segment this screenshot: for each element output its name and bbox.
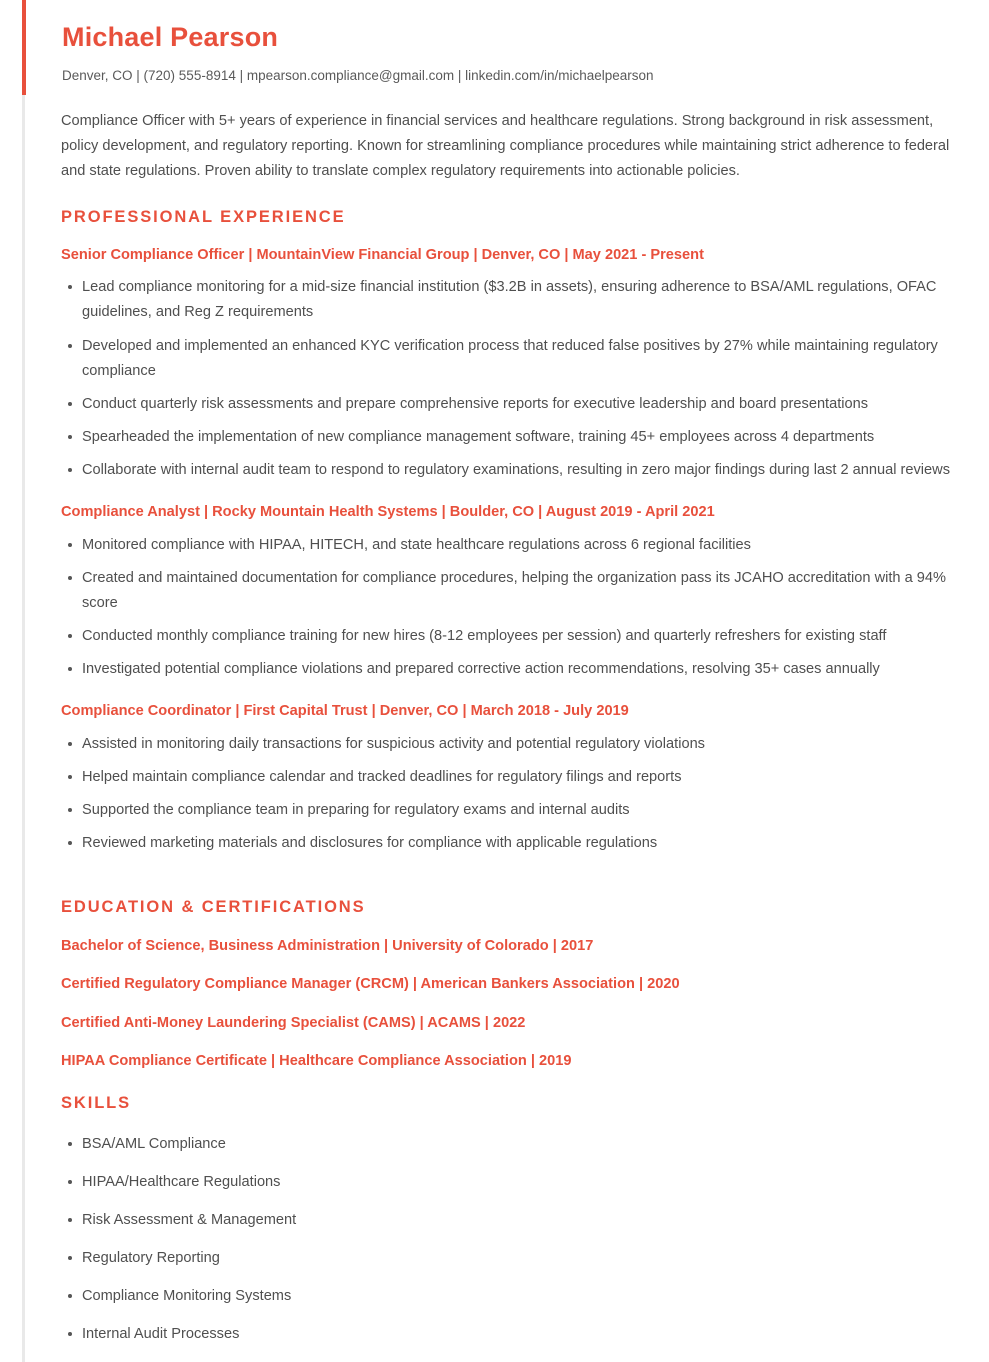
job-heading: Compliance Coordinator | First Capital Trust | Denver, CO | March 2018 - July 2019 <box>61 703 629 720</box>
section-title-experience: PROFESSIONAL EXPERIENCE <box>61 207 346 226</box>
job-bullet: Lead compliance monitoring for a mid-size financial institution ($3.2B in assets), ensuring adherence to BSA/AML regulations, OFAC guidelines, and Reg Z requirements <box>61 275 965 325</box>
experience-entry <box>61 246 965 483</box>
job-bullet: Helped maintain compliance calendar and tracked deadlines for regulatory filings and reports <box>61 765 965 790</box>
candidate-name: Michael Pearson <box>62 22 279 52</box>
section-title-skills: SKILLS <box>61 1093 132 1112</box>
experience-section <box>22 188 989 878</box>
skill-item: Regulatory Reporting <box>61 1246 965 1271</box>
job-bullet: Reviewed marketing materials and disclosures for compliance with applicable regulations <box>61 831 965 856</box>
skills-section <box>22 1074 989 1362</box>
summary-text: Compliance Officer with 5+ years of experience in financial services and healthcare regulations. Strong background in risk assessment, policy development, and regulatory reporting. Known for streamlining compliance procedures while maintaining strict adherence to federal and state regulations. Proven ability to translate complex regulatory requirements into actionable policies. <box>61 112 950 179</box>
job-bullet: Created and maintained documentation for compliance procedures, helping the organization pass its JCAHO accreditation with a 94% score <box>61 566 965 616</box>
education-entry: Bachelor of Science, Business Administration | University of Colorado | 2017 <box>61 938 594 955</box>
job-bullet-list <box>61 732 965 856</box>
job-bullet: Investigated potential compliance violations and prepared corrective action recommendations, resolving 35+ cases annually <box>61 657 965 682</box>
skill-item: HIPAA/Healthcare Regulations <box>61 1170 965 1195</box>
job-bullet: Assisted in monitoring daily transactions for suspicious activity and potential regulatory violations <box>61 732 965 757</box>
job-bullet: Conduct quarterly risk assessments and prepare comprehensive reports for executive leadership and board presentations <box>61 392 965 417</box>
skill-item: Risk Assessment & Management <box>61 1208 965 1233</box>
experience-entry <box>61 503 965 682</box>
job-heading: Compliance Analyst | Rocky Mountain Health Systems | Boulder, CO | August 2019 - April 2021 <box>61 504 715 521</box>
section-title-education: EDUCATION & CERTIFICATIONS <box>61 898 366 917</box>
summary-section <box>22 95 989 188</box>
job-heading: Senior Compliance Officer | MountainView Financial Group | Denver, CO | May 2021 - Present <box>61 246 704 263</box>
education-entry: HIPAA Compliance Certificate | Healthcare Compliance Association | 2019 <box>61 1053 572 1070</box>
education-section <box>22 878 989 1073</box>
job-bullet: Collaborate with internal audit team to respond to regulatory examinations, resulting in zero major findings during last 2 annual reviews <box>61 458 965 483</box>
skill-item: Compliance Monitoring Systems <box>61 1284 965 1309</box>
contact-line: Denver, CO | (720) 555-8914 | mpearson.compliance@gmail.com | linkedin.com/in/michaelpearson <box>62 68 654 84</box>
resume-header <box>22 0 989 95</box>
skill-item: Internal Audit Processes <box>61 1322 965 1347</box>
education-entry: Certified Anti-Money Laundering Specialist (CAMS) | ACAMS | 2022 <box>61 1014 526 1031</box>
skill-item: BSA/AML Compliance <box>61 1132 965 1157</box>
job-bullet: Supported the compliance team in preparing for regulatory exams and internal audits <box>61 798 965 823</box>
job-bullet: Spearheaded the implementation of new compliance management software, training 45+ employees across 4 departments <box>61 425 965 450</box>
experience-entry <box>61 702 965 856</box>
skills-list <box>61 1132 965 1348</box>
job-bullet: Monitored compliance with HIPAA, HITECH, and state healthcare regulations across 6 regional facilities <box>61 533 965 558</box>
job-bullet: Developed and implemented an enhanced KYC verification process that reduced false positives by 27% while maintaining regulatory compliance <box>61 334 965 384</box>
education-entry: Certified Regulatory Compliance Manager (CRCM) | American Bankers Association | 2020 <box>61 976 680 993</box>
job-bullet: Conducted monthly compliance training for new hires (8-12 employees per session) and quarterly refreshers for existing staff <box>61 624 965 649</box>
job-bullet-list <box>61 275 965 483</box>
job-bullet-list <box>61 533 965 682</box>
